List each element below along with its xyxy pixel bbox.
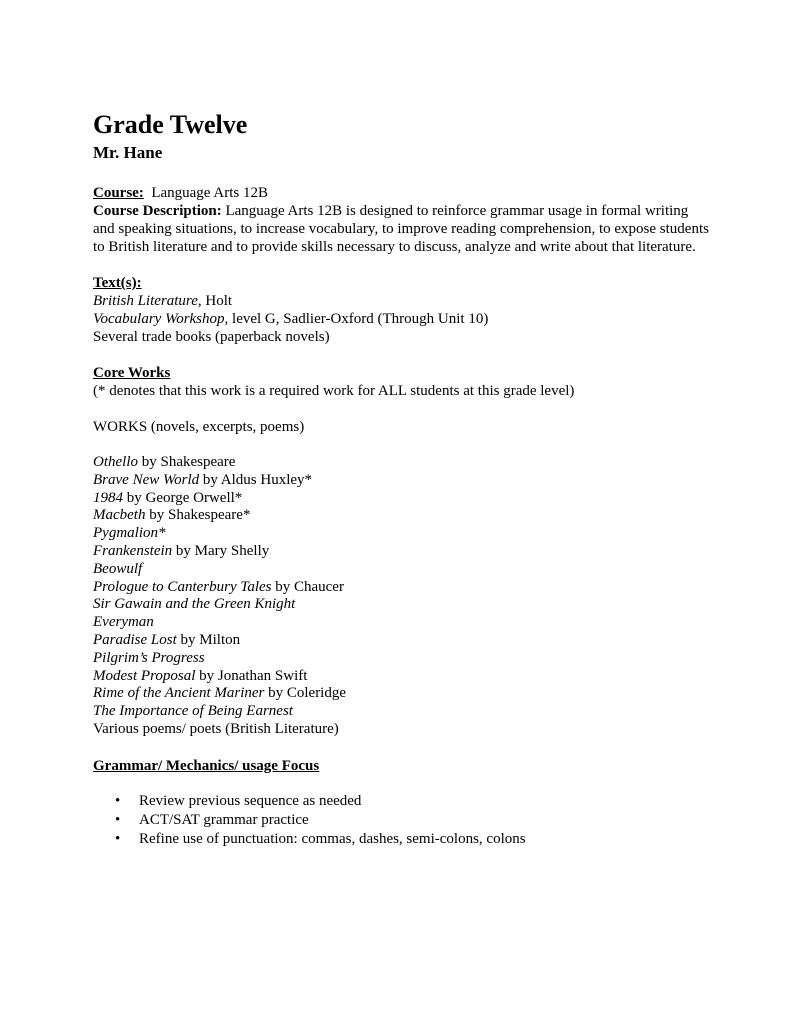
work-author: by Aldus Huxley* bbox=[199, 471, 313, 488]
work-item bbox=[93, 525, 713, 543]
work-author: by Jonathan Swift bbox=[195, 667, 308, 684]
grammar-list-item bbox=[115, 811, 713, 830]
text-item bbox=[93, 310, 713, 328]
page-title: Grade Twelve bbox=[93, 110, 248, 139]
work-item bbox=[93, 472, 713, 490]
work-item bbox=[93, 668, 713, 686]
work-title: Macbeth bbox=[93, 507, 146, 524]
works-heading: WORKS (novels, excerpts, poems) bbox=[93, 419, 305, 435]
texts-list bbox=[93, 292, 713, 346]
work-title: Rime of the Ancient Mariner bbox=[93, 685, 265, 702]
bullet-icon: • bbox=[115, 830, 121, 847]
work-item bbox=[93, 703, 713, 721]
texts-heading-label: Text(s): bbox=[93, 275, 142, 291]
grammar-list bbox=[93, 792, 713, 849]
work-title: Pygmalion* bbox=[93, 525, 166, 542]
grammar-heading-label: Grammar/ Mechanics/ usage Focus bbox=[93, 757, 320, 774]
texts-heading bbox=[93, 274, 713, 292]
work-item bbox=[93, 454, 713, 472]
bullet-icon: • bbox=[115, 792, 121, 809]
grammar-item-text: ACT/SAT grammar practice bbox=[139, 811, 309, 828]
grammar-item-text: Refine use of punctuation: commas, dashes, semi-colons, colons bbox=[139, 830, 526, 847]
course-description-label: Course Description: bbox=[93, 203, 222, 219]
work-item bbox=[93, 507, 713, 525]
grammar-list-item bbox=[115, 792, 713, 811]
work-author: by Coleridge bbox=[264, 685, 347, 702]
work-title: Pilgrim’s Progress bbox=[93, 649, 205, 666]
core-works-heading bbox=[93, 364, 713, 382]
work-item bbox=[93, 579, 713, 597]
core-works-note: (* denotes that this work is a required work for ALL students at this grade level) bbox=[93, 383, 575, 399]
work-item bbox=[93, 650, 713, 668]
text-item bbox=[93, 292, 713, 310]
work-title: Frankenstein bbox=[93, 542, 173, 559]
grammar-heading bbox=[93, 757, 713, 775]
course-label: Course: bbox=[93, 185, 144, 201]
text-item-detail: Several trade books (paperback novels) bbox=[93, 329, 330, 345]
course-description bbox=[93, 202, 713, 256]
work-item bbox=[93, 490, 713, 508]
grammar-item-text: Review previous sequence as needed bbox=[139, 792, 362, 809]
work-author: by Shakespeare* bbox=[145, 507, 251, 524]
work-title: Brave New World bbox=[93, 471, 200, 488]
work-item bbox=[93, 596, 713, 614]
work-title: Othello bbox=[93, 454, 138, 470]
course-value: Language Arts 12B bbox=[151, 185, 268, 201]
course-description-text: Language Arts 12B is designed to reinforce grammar usage in formal writing and speaking situations, to increase vocabulary, to improve reading comprehension, to expose students to British literature and to provide skills necessary to discuss, analyze and write about that literature. bbox=[93, 203, 709, 255]
text-item-title: Vocabulary Workshop bbox=[93, 311, 225, 327]
works-list bbox=[93, 454, 713, 739]
text-item-detail: , Holt bbox=[197, 293, 233, 309]
work-item bbox=[93, 632, 713, 650]
work-title: Everyman bbox=[93, 614, 154, 631]
work-item bbox=[93, 614, 713, 632]
core-works-heading-label: Core Works bbox=[93, 365, 171, 381]
work-title: Beowulf bbox=[93, 560, 143, 577]
work-item bbox=[93, 561, 713, 579]
work-item bbox=[93, 721, 713, 739]
work-item bbox=[93, 543, 713, 561]
work-author: by Milton bbox=[176, 631, 241, 648]
syllabus-document bbox=[93, 108, 713, 849]
text-item-detail: , level G, Sadlier-Oxford (Through Unit 10) bbox=[224, 311, 489, 327]
work-title: Sir Gawain and the Green Knight bbox=[93, 596, 296, 613]
teacher-name: Mr. Hane bbox=[93, 143, 163, 162]
text-item-title: British Literature bbox=[93, 293, 198, 309]
grammar-list-item bbox=[115, 830, 713, 849]
work-title: Modest Proposal bbox=[93, 667, 196, 684]
work-author: by Chaucer bbox=[271, 578, 344, 595]
course-line bbox=[93, 184, 713, 202]
text-item bbox=[93, 328, 713, 346]
work-author: by George Orwell* bbox=[123, 489, 243, 506]
bullet-icon: • bbox=[115, 811, 121, 828]
work-author: by Shakespeare bbox=[138, 454, 236, 470]
work-author: by Mary Shelly bbox=[172, 542, 270, 559]
work-title: Paradise Lost bbox=[93, 631, 177, 648]
work-author: Various poems/ poets (British Literature) bbox=[93, 720, 339, 737]
work-title: 1984 bbox=[93, 489, 123, 506]
work-title: Prologue to Canterbury Tales bbox=[93, 578, 272, 595]
work-title: The Importance of Being Earnest bbox=[93, 703, 293, 720]
work-item bbox=[93, 685, 713, 703]
